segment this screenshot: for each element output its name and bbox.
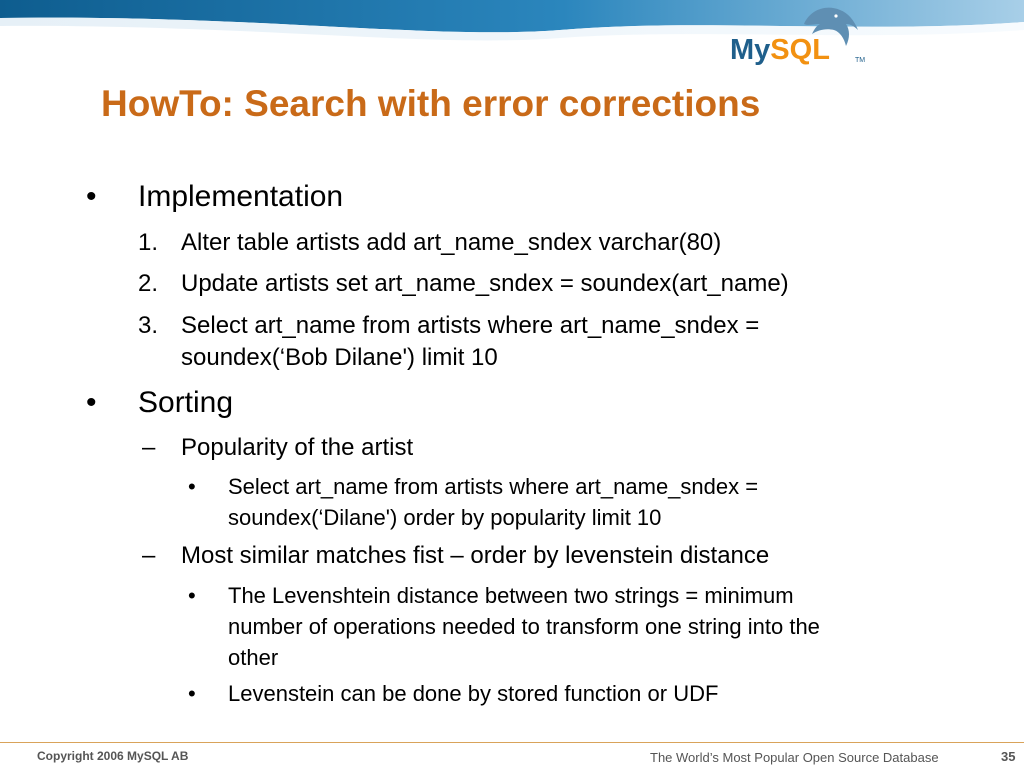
footer-divider <box>0 742 1024 743</box>
bullet-marker: • <box>86 386 97 419</box>
logo-my: My <box>730 34 771 66</box>
bullet-implementation: Implementation <box>138 180 344 213</box>
list-item-continued: soundex(‘Bob Dilane') limit 10 <box>181 344 498 371</box>
list-marker: 2. <box>138 270 159 297</box>
sub-bullet-similar-matches: Most similar matches fist – order by levenstein distance <box>181 542 770 569</box>
list-marker: 1. <box>138 229 159 256</box>
sub-bullet-popularity: Popularity of the artist <box>181 434 414 461</box>
bullet-marker-small: • <box>188 474 196 499</box>
list-item: Select art_name from artists where art_name_sndex = <box>181 312 760 339</box>
list-marker: 3. <box>138 312 159 339</box>
list-item-continued: other <box>228 645 279 670</box>
bullet-sorting: Sorting <box>138 386 234 419</box>
bullet-marker-small: • <box>188 583 196 608</box>
logo-sql: SQL <box>770 34 830 66</box>
slide-title: HowTo: Search with error corrections <box>101 83 761 124</box>
page-number: 35 <box>1001 749 1016 764</box>
list-item: Select art_name from artists where art_name_sndex = <box>228 474 759 499</box>
list-item-continued: number of operations needed to transform one string into the <box>228 614 820 639</box>
dash-marker: – <box>142 542 156 569</box>
bullet-marker: • <box>86 180 97 213</box>
bullet-marker-small: • <box>188 681 196 706</box>
list-item: Levenstein can be done by stored function or UDF <box>228 681 719 706</box>
footer-tagline: The World’s Most Popular Open Source Database <box>650 750 939 765</box>
list-item: Update artists set art_name_sndex = soundex(art_name) <box>181 270 789 297</box>
list-item-continued: soundex(‘Dilane') order by popularity limit 10 <box>228 505 662 530</box>
list-item: Alter table artists add art_name_sndex varchar(80) <box>181 229 722 256</box>
list-item: The Levenshtein distance between two strings = minimum <box>228 583 794 608</box>
mysql-logo <box>726 4 871 74</box>
logo-trademark: TM <box>855 57 866 64</box>
dash-marker: – <box>142 434 156 461</box>
footer-copyright: Copyright 2006 MySQL AB <box>37 749 189 763</box>
